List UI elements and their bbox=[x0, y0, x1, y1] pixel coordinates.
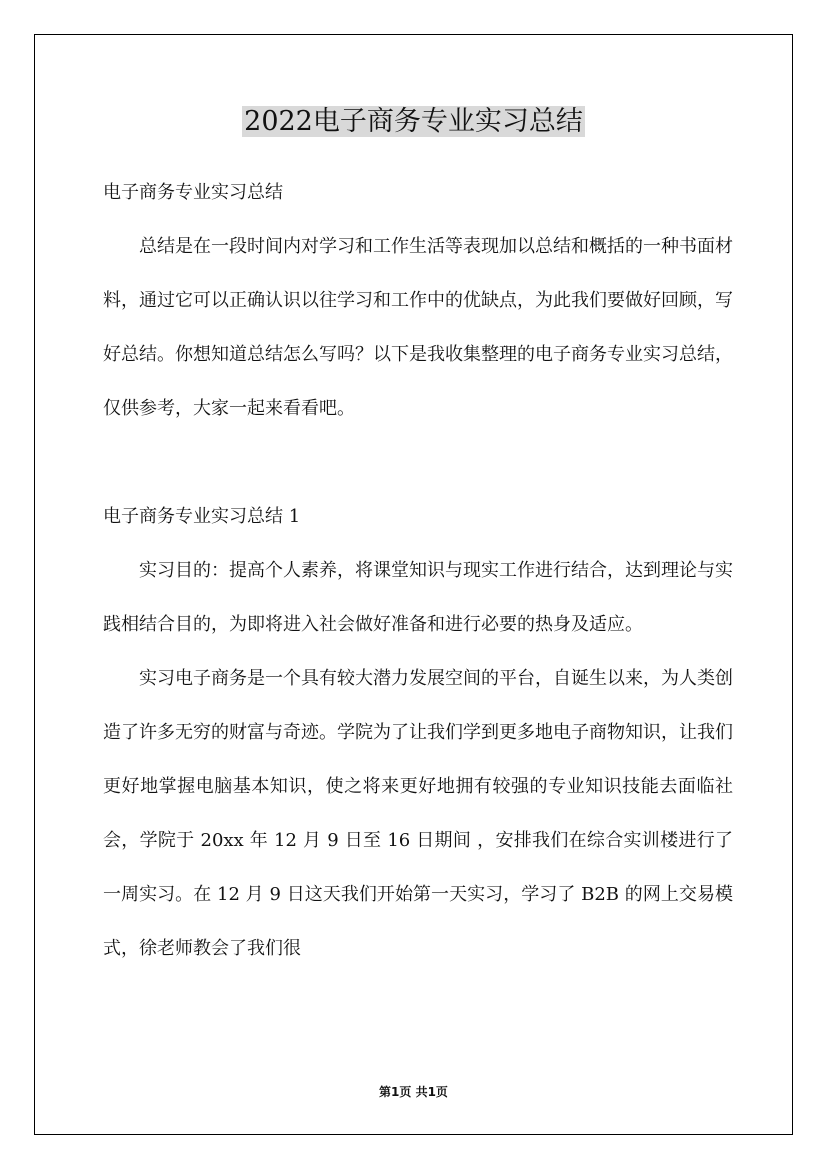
purpose-paragraph: 实习目的：提高个人素养，将课堂知识与现实工作进行结合，达到理论与实践相结合目的，为即将进入社会做好准备和进行必要的热身及适应。 bbox=[103, 560, 733, 635]
intro-paragraph: 总结是在一段时间内对学习和工作生活等表现加以总结和概括的一种书面材料，通过它可以正确认识以往学习和工作中的优缺点，为此我们要做好回顾，写好总结。你想知道总结怎么写吗？以下是我收集整理的电子商务专业实习总结，仅供参考，大家一起来看看吧。 bbox=[103, 236, 733, 419]
content-paragraph: 实习电子商务是一个具有较大潜力发展空间的平台，自诞生以来，为人类创造了许多无穷的财富与奇迹。学院为了让我们学到更多地电子商物知识，让我们更好地掌握电脑基本知识，使之将来更好地拥有较强的专业知识技能去面临社会，学院于 20xx 年 12 月 9 日至 16 日期间 ，安排我们在综合实训楼进行了一周实习。在 12 月 9 日这天我们开始第一天实习，学习了 B2B 的网上交易模式，徐老师教会了我们很 bbox=[103, 668, 733, 959]
document-title bbox=[0, 100, 827, 144]
subsection-heading: 电子商务专业实习总结 1 bbox=[103, 506, 301, 527]
document-title-text: 2022电子商务专业实习总结 bbox=[244, 106, 583, 137]
paragraph-spacer bbox=[103, 436, 733, 490]
section-heading: 电子商务专业实习总结 bbox=[103, 182, 283, 203]
page-footer: 第1页 共1页 bbox=[379, 1085, 448, 1099]
document-body bbox=[103, 166, 733, 976]
